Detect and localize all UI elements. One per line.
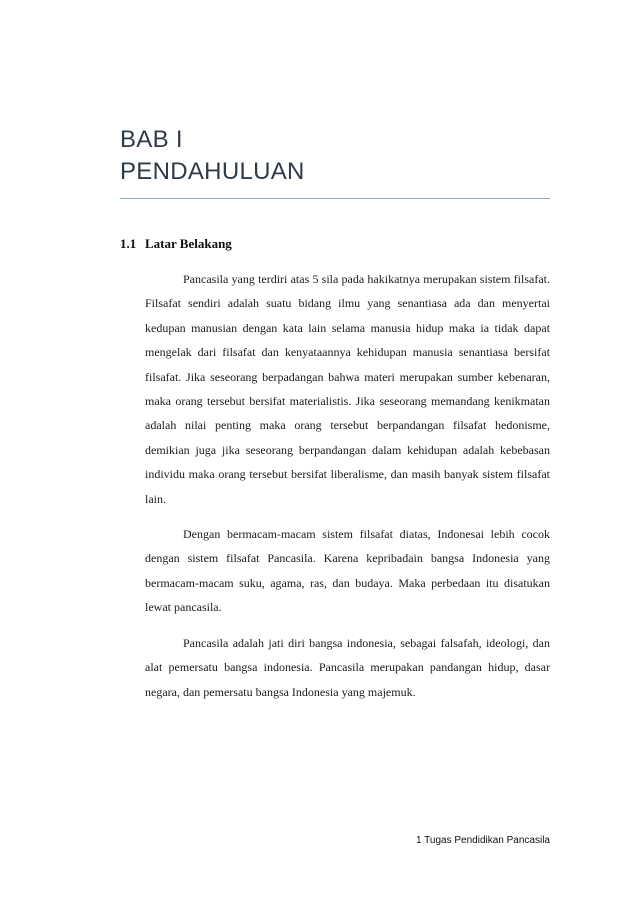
page-footer: 1 Tugas Pendidikan Pancasila — [416, 835, 550, 846]
section-title: Latar Belakang — [145, 236, 232, 251]
section-heading — [120, 235, 232, 253]
body-text — [145, 267, 550, 704]
chapter-number: BAB I — [120, 126, 183, 153]
chapter-name: PENDAHULUAN — [120, 158, 305, 185]
paragraph: Pancasila adalah jati diri bangsa indonesia, sebagai falsafah, ideologi, dan alat pemersatu bangsa indonesia. Pancasila merupakan pandangan hidup, dasar negara, dan pemersatu bangsa Indonesia yang majemuk. — [145, 635, 550, 699]
section-number: 1.1 — [120, 236, 137, 251]
chapter-title — [120, 124, 550, 188]
paragraph: Pancasila yang terdiri atas 5 sila pada hakikatnya merupakan sistem filsafat. Filsafat sendiri adalah suatu bidang ilmu yang senantiasa ada dan menyertai kedupan manusian dengan kata lain selama manusia hidup maka ia tidak dapat mengelak dari filsafat dan kenyataannya kehidupan manusia senantiasa bersifat filsafat. Jika seseorang berpadangan bahwa materi merupakan sumber kebenaran, maka orang tersebut bersifat materialistis. Jika seseorang memandang kenikmatan adalah nilai penting maka orang tersebut berpandangan filsafat hedonisme, demikian juga jika seseorang berpandangan dalam kehidupan adalah kebebasan individu maka orang tersebut bersifat liberalisme, dan masih banyak sistem filsafat lain. — [145, 272, 550, 506]
paragraph: Dengan bermacam-macam sistem filsafat diatas, Indonesai lebih cocok dengan sistem filsafat Pancasila. Karena kepribadain bangsa Indonesia yang bermacam-macam suku, agama, ras, dan budaya. Maka perbedaan itu disatukan lewat pancasila. — [145, 527, 550, 615]
title-divider — [120, 198, 550, 199]
